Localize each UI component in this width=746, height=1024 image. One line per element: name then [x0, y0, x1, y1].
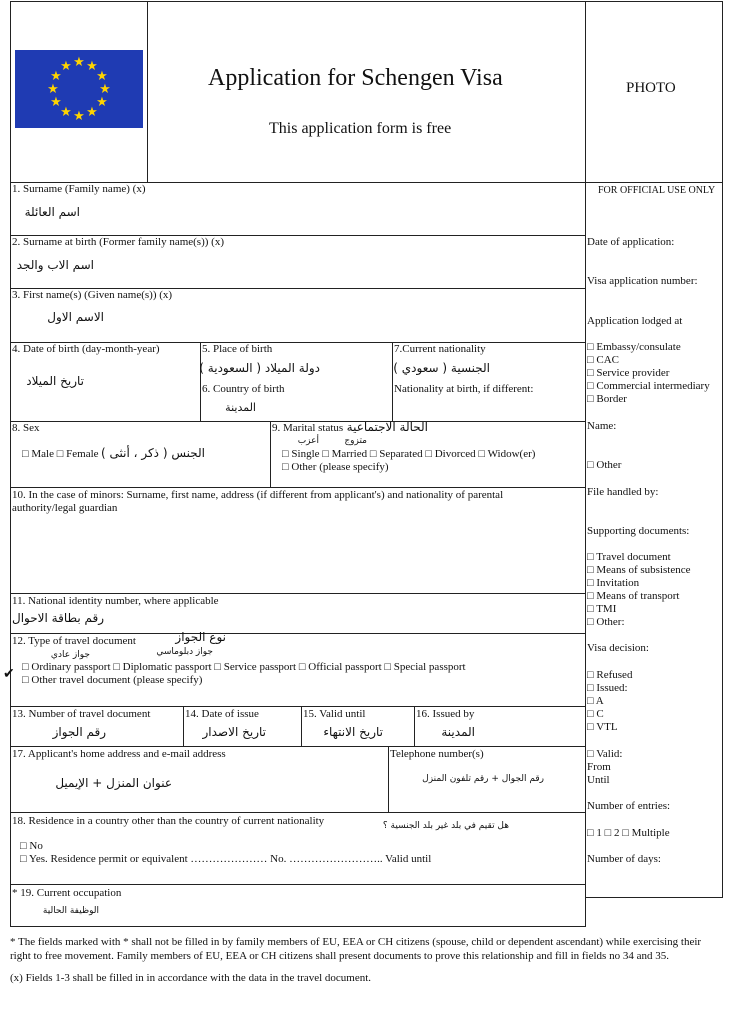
field-7-label: 7.Current nationality [394, 343, 486, 355]
official-item: Visa application number: [587, 275, 698, 287]
official-item: File handled by: [587, 486, 659, 498]
official-item: □ CAC [587, 354, 620, 366]
check-mark-icon: ✔ [3, 667, 15, 682]
field-15-value[interactable]: تاريخ الانتهاء [323, 725, 383, 739]
single-arabic: أعزب [297, 436, 319, 446]
field-2-label: 2. Surname at birth (Former family name(s)) (x) [12, 236, 224, 248]
field-4-label: 4. Date of birth (day-month-year) [12, 343, 160, 355]
field-11-value[interactable]: رقم بطاقة الاحوال [11, 611, 104, 625]
field-18-arabic: هل تقيم في بلد غير بلد الجنسية ؟ [382, 821, 509, 831]
field-2-value[interactable]: اسم الاب والجد [16, 258, 94, 272]
marital-options[interactable]: □ Single □ Married □ Separated □ Divorced □ Widow(er) [282, 448, 536, 460]
field-19-label: * 19. Current occupation [12, 887, 122, 899]
footnote-star: * The fields marked with * shall not be filled in by family members of EU, EEA or CH citizens (spouse, child or dependent ascendant) while exercising their right to free movement. Family members of EU, EEA or CH citizens shall present documents to prove this relationship and fill in fields no 34 and 35. [10, 936, 702, 962]
svg-text:★: ★ [99, 81, 111, 96]
svg-text:★: ★ [60, 58, 72, 73]
field-8-value: الجنس ( ذكر ، أنثى ) [101, 446, 205, 460]
page-subtitle: This application form is free [269, 120, 452, 137]
field-12-arabic-label: نوع الجواز [175, 630, 226, 644]
official-item: Number of days: [587, 853, 661, 865]
photo-label: PHOTO [626, 80, 676, 96]
residence-yes-option[interactable]: □ Yes. Residence permit or equivalent ………………… No. …………………….. Valid until [20, 853, 432, 865]
field-14-label: 14. Date of issue [185, 708, 259, 720]
field-16-label: 16. Issued by [416, 708, 475, 720]
travel-doc-other-option[interactable]: □ Other travel document (please specify) [22, 674, 203, 686]
svg-text:★: ★ [73, 54, 85, 69]
telephone-value[interactable]: رقم الجوال + رقم تلفون المنزل [422, 774, 544, 784]
official-item: □ TMI [587, 603, 617, 615]
official-item: □ Refused [587, 669, 633, 681]
married-arabic: متزوج [344, 436, 367, 446]
field-10-label-line2: authority/legal guardian [12, 502, 118, 514]
official-item: □ A [587, 695, 604, 707]
sex-options[interactable]: □ Male □ Female [22, 448, 99, 460]
field-4-value[interactable]: تاريخ الميلاد [26, 374, 84, 388]
field-3-value[interactable]: الاسم الاول [47, 310, 104, 324]
official-item: □ Service provider [587, 367, 670, 379]
diplomatic-arabic: جواز دبلوماسي [156, 647, 213, 657]
ordinary-arabic: جواز عادي [50, 650, 90, 660]
official-item: Number of entries: [587, 800, 671, 812]
marital-other-option[interactable]: □ Other (please specify) [282, 461, 389, 473]
field-14-value[interactable]: تاريخ الاصدار [202, 725, 266, 739]
field-7-value[interactable]: الجنسية ( سعودي ) [393, 361, 490, 375]
official-item: □ Means of transport [587, 590, 680, 602]
svg-text:★: ★ [86, 104, 98, 119]
field-12-label: 12. Type of travel document [12, 635, 136, 647]
field-19-value[interactable]: الوظيفة الحالية [42, 906, 99, 916]
official-item: □ Travel document [587, 551, 671, 563]
field-17-value[interactable]: عنوان المنزل + الإيميل [55, 776, 172, 790]
svg-text:★: ★ [50, 68, 62, 83]
residence-no-option[interactable]: □ No [20, 840, 43, 852]
official-item: Date of application: [587, 236, 675, 248]
svg-text:★: ★ [86, 58, 98, 73]
official-item: □ Other [587, 459, 622, 471]
field-17-label: 17. Applicant's home address and e-mail address [12, 748, 226, 760]
field-6-value[interactable]: المدينة [225, 401, 256, 414]
official-item: □ Issued: [587, 682, 628, 694]
official-item: □ Valid: [587, 748, 623, 760]
svg-text:★: ★ [73, 108, 85, 123]
svg-text:★: ★ [96, 68, 108, 83]
page-title: Application for Schengen Visa [208, 65, 503, 91]
official-item: Visa decision: [587, 642, 649, 654]
eu-stars-icon [15, 50, 143, 128]
field-9-label: 9. Marital status [272, 422, 344, 434]
field-15-label: 15. Valid until [303, 708, 366, 720]
field-10-label-line1: 10. In the case of minors: Surname, first name, address (if different from applicant's) and nationality of parental [12, 489, 504, 501]
footnote-x: (x) Fields 1-3 shall be filled in in accordance with the data in the travel document. [10, 972, 372, 984]
svg-text:★: ★ [96, 94, 108, 109]
field-13-label: 13. Number of travel document [12, 708, 151, 720]
field-11-label: 11. National identity number, where applicable [12, 595, 219, 607]
field-6-label: 6. Country of birth [202, 383, 285, 395]
field-5-value[interactable]: دولة الميلاد ( السعودية ) [199, 361, 320, 375]
field-3-label: 3. First name(s) (Given name(s)) (x) [12, 289, 173, 301]
official-item: □ Border [587, 393, 627, 405]
field-16-value[interactable]: المدينة [441, 725, 475, 739]
field-8-label: 8. Sex [12, 422, 40, 434]
eu-flag [15, 50, 143, 128]
svg-text:★: ★ [50, 94, 62, 109]
official-item: Until [587, 774, 610, 786]
field-1-value[interactable]: اسم العائلة [24, 205, 80, 219]
official-item: □ Commercial intermediary [587, 380, 710, 392]
official-item: □ VTL [587, 721, 618, 733]
travel-doc-options[interactable]: □ Ordinary passport □ Diplomatic passport □ Service passport □ Official passport □ Special passport [22, 661, 466, 673]
official-item: □ Other: [587, 616, 625, 628]
field-18-label: 18. Residence in a country other than the country of current nationality [12, 815, 325, 827]
official-item: □ 1 □ 2 □ Multiple [587, 827, 670, 839]
field-1-label: 1. Surname (Family name) (x) [12, 183, 146, 195]
official-item: Application lodged at [587, 315, 683, 327]
svg-text:★: ★ [60, 104, 72, 119]
official-item: Supporting documents: [587, 525, 690, 537]
official-item: □ Invitation [587, 577, 640, 589]
field-5-label: 5. Place of birth [202, 343, 273, 355]
official-item: □ C [587, 708, 604, 720]
official-item: □ Embassy/consulate [587, 341, 681, 353]
official-item: From [587, 761, 611, 773]
official-item: □ Means of subsistence [587, 564, 691, 576]
telephone-label: Telephone number(s) [390, 748, 484, 760]
official-use-header: FOR OFFICIAL USE ONLY [598, 185, 716, 196]
field-13-value[interactable]: رقم الجواز [52, 725, 106, 739]
svg-text:★: ★ [47, 81, 59, 96]
official-item: Name: [587, 420, 617, 432]
field-9-arabic-label: الحالة الاجتماعية [346, 420, 428, 434]
field-7-sub-label: Nationality at birth, if different: [394, 383, 534, 395]
